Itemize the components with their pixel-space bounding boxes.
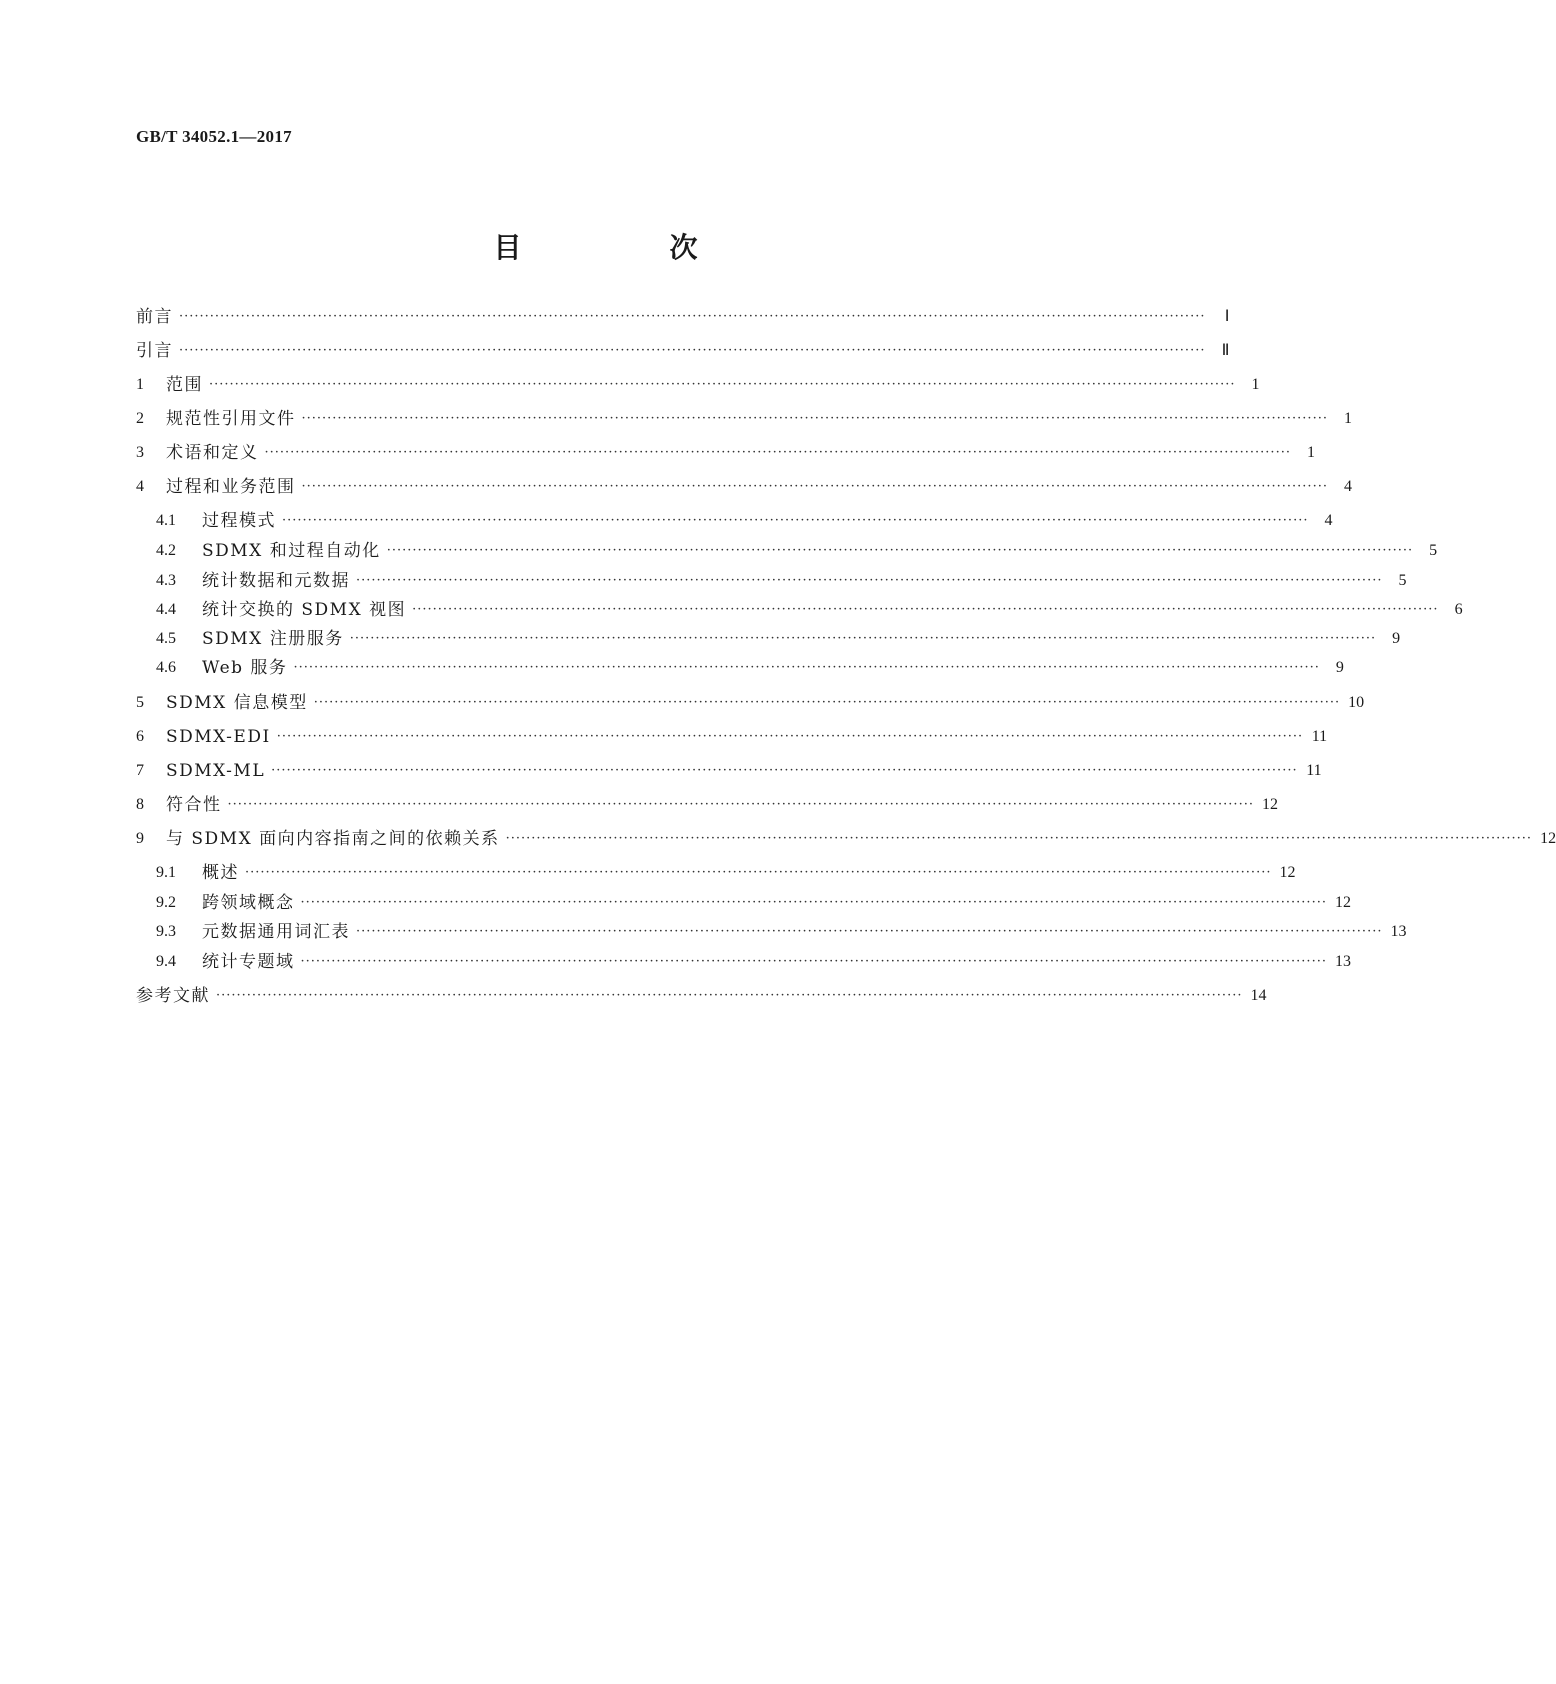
toc-number: 9.2 bbox=[156, 894, 176, 911]
document-code: GB/T 34052.1—2017 bbox=[136, 127, 292, 146]
toc-label: 前言 bbox=[136, 307, 173, 327]
toc-leader: ········································································································································································································ bbox=[282, 513, 1309, 528]
toc-entry-9-3[interactable] bbox=[156, 920, 1407, 944]
toc-number: 4.6 bbox=[156, 659, 176, 676]
toc-entry-foreword[interactable] bbox=[136, 305, 1230, 329]
toc-page: 12 bbox=[1279, 864, 1296, 881]
toc-page: 4 bbox=[1324, 512, 1333, 529]
toc-entry-introduction[interactable] bbox=[136, 339, 1230, 363]
toc-page: 1 bbox=[1251, 376, 1260, 393]
toc-label: 过程和业务范围 bbox=[166, 477, 296, 497]
toc-entry-5[interactable] bbox=[136, 691, 1365, 715]
table-of-contents bbox=[136, 0, 1556, 1684]
toc-page: 9 bbox=[1392, 630, 1401, 647]
toc-label: 跨领域概念 bbox=[202, 893, 295, 913]
toc-entry-3[interactable] bbox=[136, 441, 1315, 465]
toc-label: SDMX 信息模型 bbox=[166, 693, 308, 713]
toc-page: 10 bbox=[1348, 694, 1365, 711]
toc-leader: ········································································································································································································ bbox=[227, 797, 1254, 812]
toc-label: Web 服务 bbox=[202, 658, 288, 678]
toc-entry-9[interactable] bbox=[136, 827, 1556, 851]
toc-leader: ········································································································································································································ bbox=[349, 631, 1377, 646]
toc-page: Ⅱ bbox=[1221, 342, 1230, 359]
toc-page: 9 bbox=[1335, 659, 1344, 676]
toc-leader: ········································································································································································································ bbox=[356, 573, 1383, 588]
toc-label: 概述 bbox=[202, 863, 239, 883]
toc-number: 5 bbox=[136, 694, 144, 711]
toc-entry-4-1[interactable] bbox=[156, 509, 1333, 533]
toc-entry-6[interactable] bbox=[136, 725, 1328, 749]
toc-leader: ········································································································································································································ bbox=[245, 865, 1272, 880]
toc-page: 1 bbox=[1343, 410, 1352, 427]
toc-leader: ········································································································································································································ bbox=[301, 411, 1328, 426]
toc-label: SDMX-EDI bbox=[166, 727, 271, 747]
toc-leader: ········································································································································································································ bbox=[386, 543, 1414, 558]
toc-entry-4[interactable] bbox=[136, 475, 1352, 499]
toc-page: 12 bbox=[1261, 796, 1278, 813]
toc-entry-4-6[interactable] bbox=[156, 656, 1344, 680]
toc-leader: ········································································································································································································ bbox=[209, 377, 1236, 392]
toc-number: 3 bbox=[136, 444, 144, 461]
toc-entry-8[interactable] bbox=[136, 793, 1278, 817]
toc-number: 4 bbox=[136, 478, 144, 495]
toc-page: 4 bbox=[1343, 478, 1352, 495]
toc-page: 5 bbox=[1398, 572, 1407, 589]
toc-page: 12 bbox=[1334, 894, 1351, 911]
toc-entry-1[interactable] bbox=[136, 373, 1260, 397]
toc-page: 5 bbox=[1429, 542, 1438, 559]
page-title: 目 次 bbox=[493, 231, 758, 264]
toc-number: 9 bbox=[136, 830, 144, 847]
toc-page: Ⅰ bbox=[1224, 308, 1230, 325]
toc-label: 规范性引用文件 bbox=[166, 409, 296, 429]
toc-entry-4-2[interactable] bbox=[156, 539, 1438, 563]
toc-label: 与 SDMX 面向内容指南之间的依赖关系 bbox=[166, 829, 500, 849]
toc-label: 参考文献 bbox=[136, 986, 210, 1006]
toc-page: 13 bbox=[1390, 923, 1407, 940]
toc-entry-2[interactable] bbox=[136, 407, 1352, 431]
toc-page: 12 bbox=[1540, 830, 1556, 847]
toc-number: 4.3 bbox=[156, 572, 176, 589]
toc-page: 6 bbox=[1454, 601, 1463, 618]
toc-number: 8 bbox=[136, 796, 144, 813]
toc-leader: ········································································································································································································ bbox=[300, 954, 1327, 969]
toc-page: 14 bbox=[1250, 987, 1267, 1004]
toc-entry-9-1[interactable] bbox=[156, 861, 1296, 885]
toc-number: 4.4 bbox=[156, 601, 176, 618]
toc-leader: ········································································································································································································ bbox=[179, 343, 1206, 358]
toc-number: 4.5 bbox=[156, 630, 176, 647]
toc-label: 范围 bbox=[166, 375, 203, 395]
toc-entry-9-4[interactable] bbox=[156, 950, 1351, 974]
toc-page: 13 bbox=[1334, 953, 1351, 970]
toc-entry-4-5[interactable] bbox=[156, 627, 1401, 651]
toc-number: 9.3 bbox=[156, 923, 176, 940]
toc-leader: ········································································································································································································ bbox=[300, 895, 1327, 910]
toc-label: SDMX 注册服务 bbox=[202, 629, 344, 649]
toc-label: 引言 bbox=[136, 341, 173, 361]
toc-label: 过程模式 bbox=[202, 511, 276, 531]
toc-entry-7[interactable] bbox=[136, 759, 1322, 783]
toc-leader: ········································································································································································································ bbox=[505, 831, 1533, 846]
toc-leader: ········································································································································································································ bbox=[313, 695, 1341, 710]
toc-leader: ········································································································································································································ bbox=[412, 602, 1439, 617]
toc-page: 11 bbox=[1311, 728, 1328, 745]
toc-leader: ········································································································································································································ bbox=[301, 479, 1328, 494]
toc-number: 2 bbox=[136, 410, 144, 427]
toc-label: 元数据通用词汇表 bbox=[202, 922, 350, 942]
toc-label: 统计交换的 SDMX 视图 bbox=[202, 600, 407, 620]
toc-label: 术语和定义 bbox=[166, 443, 259, 463]
toc-leader: ········································································································································································································ bbox=[276, 729, 1304, 744]
toc-label: SDMX-ML bbox=[166, 761, 266, 781]
toc-leader: ········································································································································································································ bbox=[264, 445, 1291, 460]
toc-page: 11 bbox=[1306, 762, 1322, 779]
toc-label: 符合性 bbox=[166, 795, 222, 815]
toc-leader: ········································································································································································································ bbox=[293, 660, 1320, 675]
toc-leader: ········································································································································································································ bbox=[356, 924, 1383, 939]
toc-page: 1 bbox=[1306, 444, 1315, 461]
toc-entry-4-4[interactable] bbox=[156, 598, 1463, 622]
toc-entry-bibliography[interactable] bbox=[136, 984, 1267, 1008]
toc-number: 6 bbox=[136, 728, 144, 745]
toc-leader: ········································································································································································································ bbox=[216, 988, 1243, 1003]
toc-number: 4.2 bbox=[156, 542, 176, 559]
toc-leader: ········································································································································································································ bbox=[271, 763, 1298, 778]
toc-number: 9.4 bbox=[156, 953, 176, 970]
toc-number: 4.1 bbox=[156, 512, 176, 529]
toc-entry-4-3[interactable] bbox=[156, 569, 1407, 593]
toc-number: 1 bbox=[136, 376, 144, 393]
toc-label: 统计数据和元数据 bbox=[202, 571, 350, 591]
toc-label: SDMX 和过程自动化 bbox=[202, 541, 381, 561]
toc-label: 统计专题域 bbox=[202, 952, 295, 972]
toc-entry-9-2[interactable] bbox=[156, 891, 1351, 915]
toc-number: 9.1 bbox=[156, 864, 176, 881]
toc-number: 7 bbox=[136, 762, 144, 779]
toc-leader: ········································································································································································································ bbox=[179, 309, 1206, 324]
